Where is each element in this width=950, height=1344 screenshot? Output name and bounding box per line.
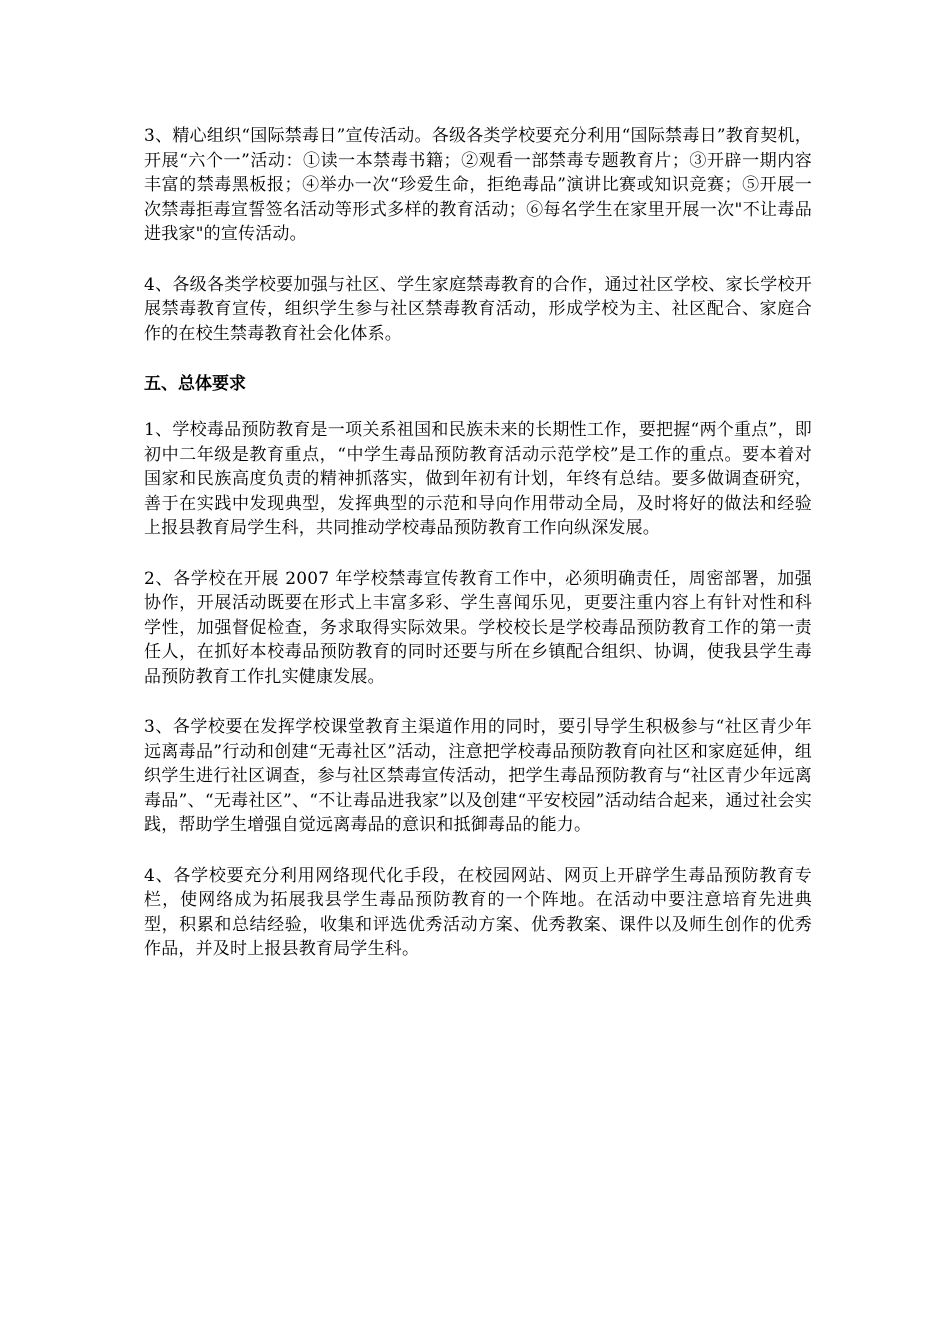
requirement-paragraph-1: 1、学校毒品预防教育是一项关系祖国和民族未来的长期性工作，要把握“两个重点”，即初中二年级是教育重点，“中学生毒品预防教育活动示范学校”是工作的重点。要本着对国家和民族高度负责的精神抓落实，做到年初有计划，年终有总结。要多做调查研究，善于在实践中发现典型，发挥典型的示范和导向作用带动全局，及时将好的做法和经验上报县教育局学生科，共同推动学校毒品预防教育工作向纵深发展。 xyxy=(144,420,812,538)
requirement-paragraph-4: 4、各学校要充分利用网络现代化手段，在校园网站、网页上开辟学生毒品预防教育专栏，使网络成为拓展我县学生毒品预防教育的一个阵地。在活动中要注意培育先进典型，积累和总结经验，收集和评选优秀活动方案、优秀教案、课件以及师生创作的优秀作品，并及时上报县教育局学生科。 xyxy=(144,865,812,959)
document-page xyxy=(144,124,812,988)
paragraph-3-activities: 3、精心组织“国际禁毒日”宣传活动。各级各类学校要充分利用“国际禁毒日”教育契机，开展“六个一”活动：①读一本禁毒书籍；②观看一部禁毒专题教育片；③开辟一期内容丰富的禁毒黑板报；④举办一次“珍爱生命，拒绝毒品”演讲比赛或知识竞赛；⑤开展一次禁毒拒毒宣誓签名活动等形式多样的教育活动；⑥每名学生在家里开展一次"不让毒品进我家"的宣传活动。 xyxy=(144,126,812,244)
requirement-paragraph-2: 2、各学校在开展 2007 年学校禁毒宣传教育工作中，必须明确责任，周密部署，加强协作，开展活动既要在形式上丰富多彩、学生喜闻乐见，更要注重内容上有针对性和科学性，加强督促检查，务求取得实际效果。学校校长是学校毒品预防教育工作的第一责任人，在抓好本校毒品预防教育的同时还要与所在乡镇配合组织、协调，使我县学生毒品预防教育工作扎实健康发展。 xyxy=(144,568,812,687)
paragraph-4-cooperation: 4、各级各类学校要加强与社区、学生家庭禁毒教育的合作，通过社区学校、家长学校开展禁毒教育宣传，组织学生参与社区禁毒教育活动，形成学校为主、社区配合、家庭合作的在校生禁毒教育社会化体系。 xyxy=(144,274,812,344)
requirement-paragraph-3: 3、各学校要在发挥学校课堂教育主渠道作用的同时，要引导学生积极参与“社区青少年远离毒品”行动和创建“无毒社区”活动，注意把学校毒品预防教育向社区和家庭延伸，组织学生进行社区调查，参与社区禁毒宣传活动，把学生毒品预防教育与“社区青少年远离毒品”、“无毒社区”、“不让毒品进我家”以及创建“平安校园”活动结合起来，通过社会实践，帮助学生增强自觉远离毒品的意识和抵御毒品的能力。 xyxy=(144,717,812,835)
section-heading: 五、总体要求 xyxy=(144,374,246,394)
